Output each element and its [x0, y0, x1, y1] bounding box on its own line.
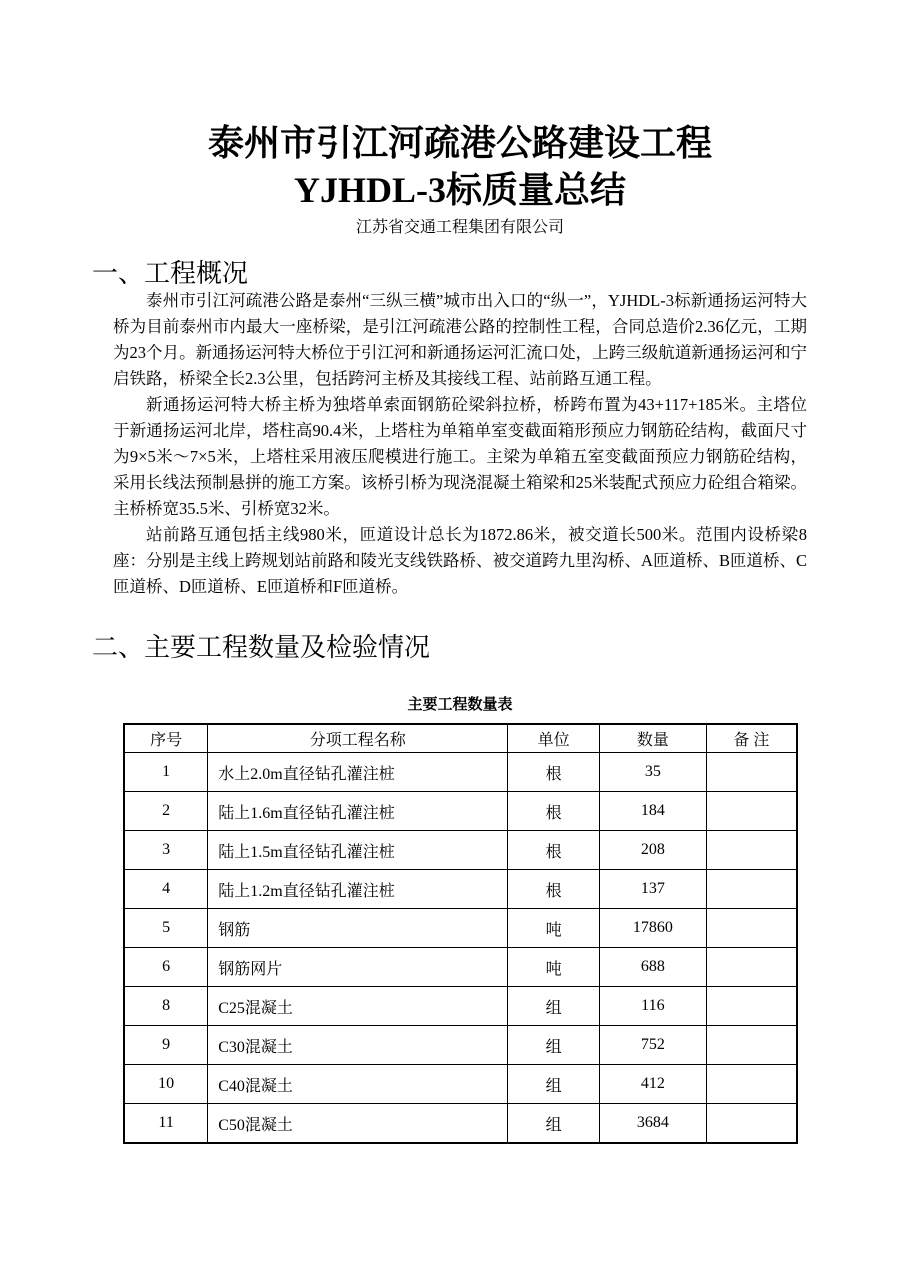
paragraph: 站前路互通包括主线980米，匝道设计总长为1872.86米，被交道长500米。范围内设桥梁8座：分别是主线上跨规划站前路和陵光支线铁路桥、被交道跨九里沟桥、A匝道桥、B匝道桥、C匝道桥、D匝道桥、E匝道桥和F匝道桥。 — [113, 525, 807, 596]
table-cell: 2 — [124, 792, 208, 831]
table-cell — [706, 831, 797, 870]
column-header: 单位 — [508, 724, 600, 753]
table-cell: 116 — [600, 987, 707, 1026]
table-cell: C40混凝土 — [208, 1065, 508, 1104]
table-cell: 10 — [124, 1065, 208, 1104]
table-row — [124, 948, 797, 987]
table-row — [124, 1065, 797, 1104]
section-heading-quantities: 二、主要工程数量及检验情况 — [92, 633, 431, 662]
column-header: 备 注 — [706, 724, 797, 753]
document-title: 泰州市引江河疏港公路建设工程 — [207, 123, 712, 163]
document-subtitle: YJHDL-3标质量总结 — [294, 170, 626, 210]
table-cell: 陆上1.6m直径钻孔灌注桩 — [208, 792, 508, 831]
table-cell: 17860 — [600, 909, 707, 948]
table-cell: 9 — [124, 1026, 208, 1065]
table-cell: 208 — [600, 831, 707, 870]
table-cell: 184 — [600, 792, 707, 831]
table-cell: 陆上1.2m直径钻孔灌注桩 — [208, 870, 508, 909]
section-heading-overview: 一、工程概况 — [92, 259, 249, 288]
table-cell: 钢筋 — [208, 909, 508, 948]
table-cell: 吨 — [508, 909, 600, 948]
table-row — [124, 831, 797, 870]
table-cell — [706, 987, 797, 1026]
table-cell — [706, 753, 797, 792]
paragraph: 新通扬运河特大桥主桥为独塔单索面钢筋砼梁斜拉桥，桥跨布置为43+117+185米。主塔位于新通扬运河北岸，塔柱高90.4米，上塔柱为单箱单室变截面箱形预应力钢筋砼结构，截面尺寸为9×5米～7×5米，上塔柱采用液压爬模进行施工。主梁为单箱五室变截面预应力钢筋砼结构，采用长线法预制悬拼的施工方案。该桥引桥为现浇混凝土箱梁和25米装配式预应力砼组合箱梁。主桥桥宽35.5米、引桥宽32米。 — [113, 395, 807, 518]
table-cell — [706, 1026, 797, 1065]
table-cell — [706, 1065, 797, 1104]
table-row — [124, 909, 797, 948]
table-cell — [706, 909, 797, 948]
quantities-table — [123, 723, 798, 1144]
table-row — [124, 987, 797, 1026]
table-cell: 752 — [600, 1026, 707, 1065]
table-row — [124, 870, 797, 909]
table-cell: C50混凝土 — [208, 1104, 508, 1144]
table-cell: 水上2.0m直径钻孔灌注桩 — [208, 753, 508, 792]
column-header: 序号 — [124, 724, 208, 753]
table-cell — [706, 1104, 797, 1144]
table-cell: C30混凝土 — [208, 1026, 508, 1065]
table-cell: 3 — [124, 831, 208, 870]
column-header: 数量 — [600, 724, 707, 753]
table-cell: 3684 — [600, 1104, 707, 1144]
table-cell: 5 — [124, 909, 208, 948]
table-cell: 组 — [508, 1065, 600, 1104]
table-cell: 陆上1.5m直径钻孔灌注桩 — [208, 831, 508, 870]
table-cell — [706, 792, 797, 831]
table-cell: 35 — [600, 753, 707, 792]
table-cell: 6 — [124, 948, 208, 987]
table-row — [124, 1104, 797, 1144]
table-cell: 4 — [124, 870, 208, 909]
table-cell: 137 — [600, 870, 707, 909]
table-cell: 根 — [508, 792, 600, 831]
table-cell: 根 — [508, 753, 600, 792]
overview-body — [113, 288, 807, 600]
table-cell — [706, 870, 797, 909]
table-cell: 组 — [508, 987, 600, 1026]
table-row — [124, 1026, 797, 1065]
table-row — [124, 753, 797, 792]
table-cell — [706, 948, 797, 987]
table-cell: 组 — [508, 1026, 600, 1065]
paragraph: 泰州市引江河疏港公路是泰州“三纵三横”城市出入口的“纵一”，YJHDL-3标新通扬运河特大桥为目前泰州市内最大一座桥梁，是引江河疏港公路的控制性工程，合同总造价2.36亿元，工期为23个月。新通扬运河特大桥位于引江河和新通扬运河汇流口处，上跨三级航道新通扬运河和宁启铁路，桥梁全长2.3公里，包括跨河主桥及其接线工程、站前路互通工程。 — [113, 291, 807, 388]
table-cell: 688 — [600, 948, 707, 987]
table-caption: 主要工程数量表 — [407, 697, 513, 713]
table-cell: 11 — [124, 1104, 208, 1144]
table-cell: 钢筋网片 — [208, 948, 508, 987]
table-cell: 根 — [508, 870, 600, 909]
table-cell: 8 — [124, 987, 208, 1026]
table-cell: 1 — [124, 753, 208, 792]
table-cell: 根 — [508, 831, 600, 870]
company-name: 江苏省交通工程集团有限公司 — [355, 219, 564, 236]
table-header-row — [124, 724, 797, 753]
table-cell: 412 — [600, 1065, 707, 1104]
table-cell: 组 — [508, 1104, 600, 1144]
column-header: 分项工程名称 — [208, 724, 508, 753]
table-cell: C25混凝土 — [208, 987, 508, 1026]
table-cell: 吨 — [508, 948, 600, 987]
table-row — [124, 792, 797, 831]
